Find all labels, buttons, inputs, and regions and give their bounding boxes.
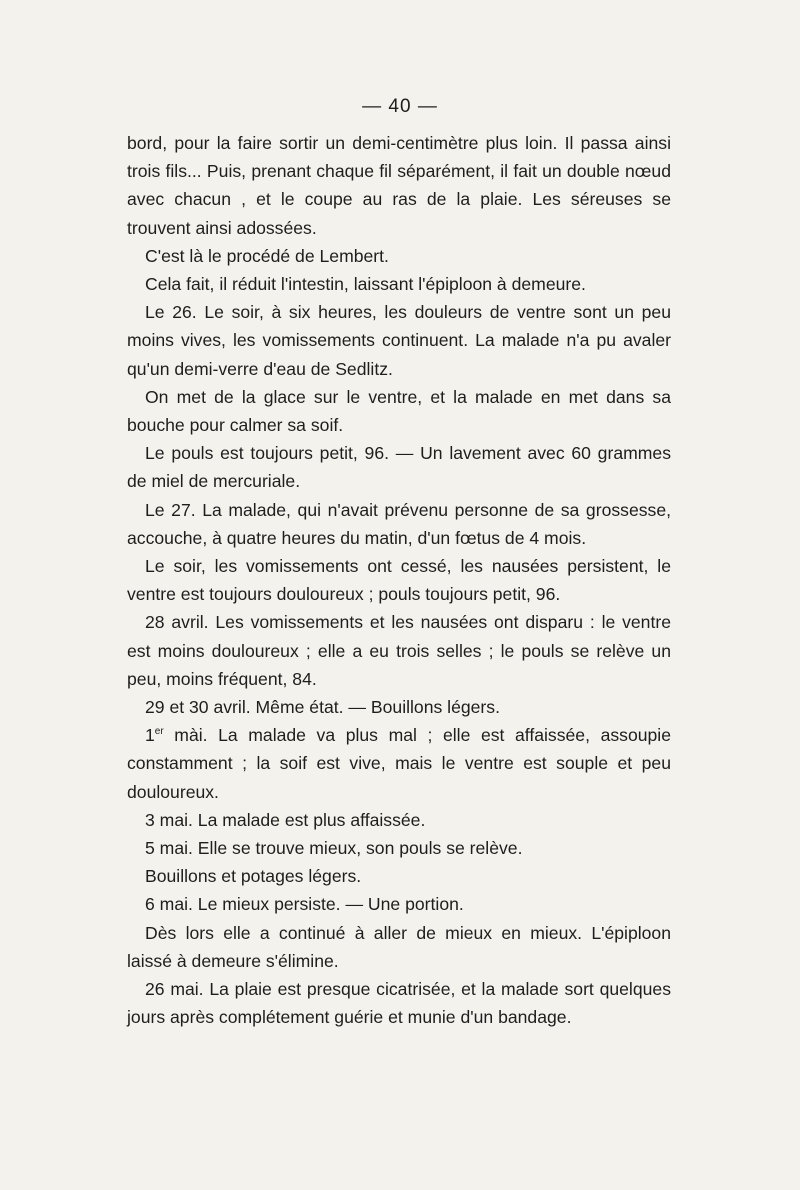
paragraph: 26 mai. La plaie est presque cicatrisée, et la malade sort quelques jours après complétement guérie et munie d'un bandage.	[127, 979, 671, 1028]
paragraph: Bouillons et potages légers.	[145, 866, 362, 887]
page-body	[127, 129, 671, 1032]
date-number: 1	[145, 725, 155, 746]
paragraph: Cela fait, il réduit l'intestin, laissant l'épiploon à demeure.	[145, 274, 586, 295]
paragraph-text: mài. La malade va plus mal ; elle est affaissée, assoupie constamment ; la soif est vive, mais le ventre est souple et peu douloureux.	[127, 725, 671, 802]
paragraph: bord, pour la faire sortir un demi-centimètre plus loin. Il passa ainsi trois fils... Puis, prenant chaque fil séparément, il fait un double nœud avec chacun , et le coupe au ras de la plaie. Les séreuses se trouvent ainsi adossées.	[127, 133, 671, 238]
paragraph-may-first	[127, 721, 671, 806]
page-number: — 40 —	[362, 96, 438, 117]
paragraph: Le 26. Le soir, à six heures, les douleurs de ventre sont un peu moins vives, les vomissements continuent. La malade n'a pu avaler qu'un demi-verre d'eau de Sedlitz.	[127, 302, 671, 379]
paragraph: 28 avril. Les vomissements et les nausées ont disparu : le ventre est moins douloureux ; elle a eu trois selles ; le pouls se relève un peu, moins fréquent, 84.	[127, 612, 671, 689]
paragraph: Dès lors elle a continué à aller de mieux en mieux. L'épiploon laissé à demeure s'élimine.	[127, 922, 671, 971]
paragraph: Le soir, les vomissements ont cessé, les nausées persistent, le ventre est toujours douloureux ; pouls toujours petit, 96.	[127, 556, 671, 605]
paragraph: C'est là le procédé de Lembert.	[145, 245, 389, 266]
paragraph: On met de la glace sur le ventre, et la malade en met dans sa bouche pour calmer sa soif.	[127, 386, 671, 436]
paragraph: Le pouls est toujours petit, 96. — Un lavement avec 60 grammes de miel de mercuriale.	[127, 443, 671, 492]
date-superscript: er	[154, 726, 164, 738]
paragraph: 29 et 30 avril. Même état. — Bouillons légers.	[145, 697, 500, 718]
paragraph: 3 mai. La malade est plus affaissée.	[145, 809, 426, 830]
paragraph: Le 27. La malade, qui n'avait prévenu personne de sa grossesse, accouche, à quatre heures du matin, d'un fœtus de 4 mois.	[127, 499, 671, 548]
paragraph: 6 mai. Le mieux persiste. — Une portion.	[145, 894, 464, 915]
paragraph: 5 mai. Elle se trouve mieux, son pouls se relève.	[145, 838, 523, 859]
